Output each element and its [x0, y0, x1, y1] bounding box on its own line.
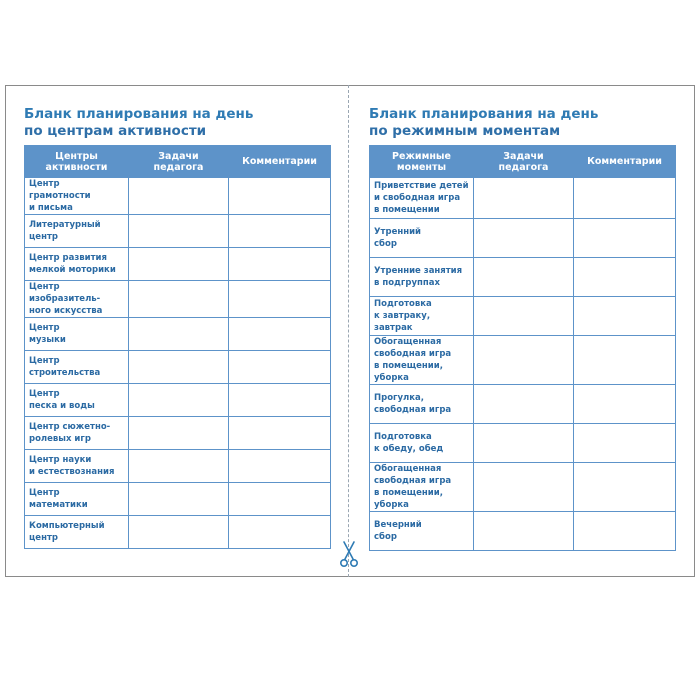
- comments-cell[interactable]: [229, 281, 331, 318]
- row-label: Приветствие детей и свободная игра в помещении: [370, 178, 474, 219]
- left-title-line2: по центрам активности: [24, 123, 207, 139]
- right-title-line1: Бланк планирования на день: [369, 106, 599, 122]
- column-header-centers: Центры активности: [25, 146, 129, 178]
- tasks-cell[interactable]: [474, 336, 574, 385]
- row-label: Прогулка, свободная игра: [370, 385, 474, 424]
- table-row: [370, 297, 676, 336]
- row-label: Центр развития мелкой моторики: [25, 248, 129, 281]
- comments-cell[interactable]: [574, 297, 676, 336]
- comments-cell[interactable]: [574, 178, 676, 219]
- table-row: [370, 178, 676, 219]
- table-row: [25, 450, 331, 483]
- comments-cell[interactable]: [574, 385, 676, 424]
- column-header-tasks: Задачи педагога: [474, 146, 574, 178]
- tasks-cell[interactable]: [129, 384, 229, 417]
- row-label: Центр математики: [25, 483, 129, 516]
- column-header-comments: Комментарии: [229, 146, 331, 178]
- table-row: [370, 336, 676, 385]
- table-row: [25, 281, 331, 318]
- comments-cell[interactable]: [574, 463, 676, 512]
- scissors-icon: [340, 540, 358, 568]
- tasks-cell[interactable]: [474, 385, 574, 424]
- row-label: Обогащенная свободная игра в помещении, уборка: [370, 463, 474, 512]
- tasks-cell[interactable]: [129, 215, 229, 248]
- tasks-cell[interactable]: [129, 450, 229, 483]
- fold-cut-line: [348, 85, 349, 577]
- comments-cell[interactable]: [229, 178, 331, 215]
- tasks-cell[interactable]: [474, 297, 574, 336]
- tasks-cell[interactable]: [474, 219, 574, 258]
- table-row: [25, 483, 331, 516]
- row-label: Подготовка к обеду, обед: [370, 424, 474, 463]
- column-header-comments: Комментарии: [574, 146, 676, 178]
- row-label: Подготовка к завтраку, завтрак: [370, 297, 474, 336]
- right-panel: [369, 106, 675, 551]
- tasks-cell[interactable]: [129, 318, 229, 351]
- comments-cell[interactable]: [574, 336, 676, 385]
- table-row: [25, 248, 331, 281]
- tasks-cell[interactable]: [474, 463, 574, 512]
- comments-cell[interactable]: [229, 384, 331, 417]
- comments-cell[interactable]: [229, 450, 331, 483]
- tasks-cell[interactable]: [129, 516, 229, 549]
- right-title: [369, 106, 675, 140]
- column-header-moments: Режимные моменты: [370, 146, 474, 178]
- table-row: [25, 417, 331, 450]
- tasks-cell[interactable]: [129, 281, 229, 318]
- comments-cell[interactable]: [229, 516, 331, 549]
- row-label: Центр изобразитель- ного искусства: [25, 281, 129, 318]
- row-label: Центр науки и естествознания: [25, 450, 129, 483]
- row-label: Центр песка и воды: [25, 384, 129, 417]
- table-row: [370, 512, 676, 551]
- tasks-cell[interactable]: [129, 248, 229, 281]
- row-label: Центр грамотности и письма: [25, 178, 129, 215]
- row-label: Обогащенная свободная игра в помещении, уборка: [370, 336, 474, 385]
- comments-cell[interactable]: [229, 483, 331, 516]
- table-row: [370, 463, 676, 512]
- tasks-cell[interactable]: [474, 424, 574, 463]
- row-label: Центр сюжетно- ролевых игр: [25, 417, 129, 450]
- column-header-tasks: Задачи педагога: [129, 146, 229, 178]
- comments-cell[interactable]: [574, 424, 676, 463]
- tasks-cell[interactable]: [474, 178, 574, 219]
- table-row: [25, 215, 331, 248]
- row-label: Вечерний сбор: [370, 512, 474, 551]
- row-label: Литературный центр: [25, 215, 129, 248]
- row-label: Утренний сбор: [370, 219, 474, 258]
- comments-cell[interactable]: [229, 417, 331, 450]
- tasks-cell[interactable]: [129, 351, 229, 384]
- row-label: Центр строительства: [25, 351, 129, 384]
- right-title-line2: по режимным моментам: [369, 123, 561, 139]
- tasks-cell[interactable]: [474, 258, 574, 297]
- comments-cell[interactable]: [229, 215, 331, 248]
- tasks-cell[interactable]: [129, 178, 229, 215]
- comments-cell[interactable]: [229, 318, 331, 351]
- table-row: [25, 516, 331, 549]
- comments-cell[interactable]: [574, 512, 676, 551]
- row-label: Утренние занятия в подгруппах: [370, 258, 474, 297]
- table-row: [25, 178, 331, 215]
- table-row: [25, 318, 331, 351]
- routine-moments-table: [369, 145, 676, 551]
- left-title-line1: Бланк планирования на день: [24, 106, 254, 122]
- left-title: [24, 106, 330, 140]
- table-row: [370, 219, 676, 258]
- table-row: [370, 258, 676, 297]
- tasks-cell[interactable]: [129, 417, 229, 450]
- left-panel: [24, 106, 330, 549]
- activity-centers-table: [24, 145, 331, 549]
- comments-cell[interactable]: [229, 351, 331, 384]
- tasks-cell[interactable]: [129, 483, 229, 516]
- table-header-row: [370, 146, 676, 178]
- table-row: [25, 384, 331, 417]
- comments-cell[interactable]: [574, 258, 676, 297]
- row-label: Компьютерный центр: [25, 516, 129, 549]
- table-row: [370, 385, 676, 424]
- table-header-row: [25, 146, 331, 178]
- tasks-cell[interactable]: [474, 512, 574, 551]
- table-row: [25, 351, 331, 384]
- row-label: Центр музыки: [25, 318, 129, 351]
- comments-cell[interactable]: [574, 219, 676, 258]
- comments-cell[interactable]: [229, 248, 331, 281]
- table-row: [370, 424, 676, 463]
